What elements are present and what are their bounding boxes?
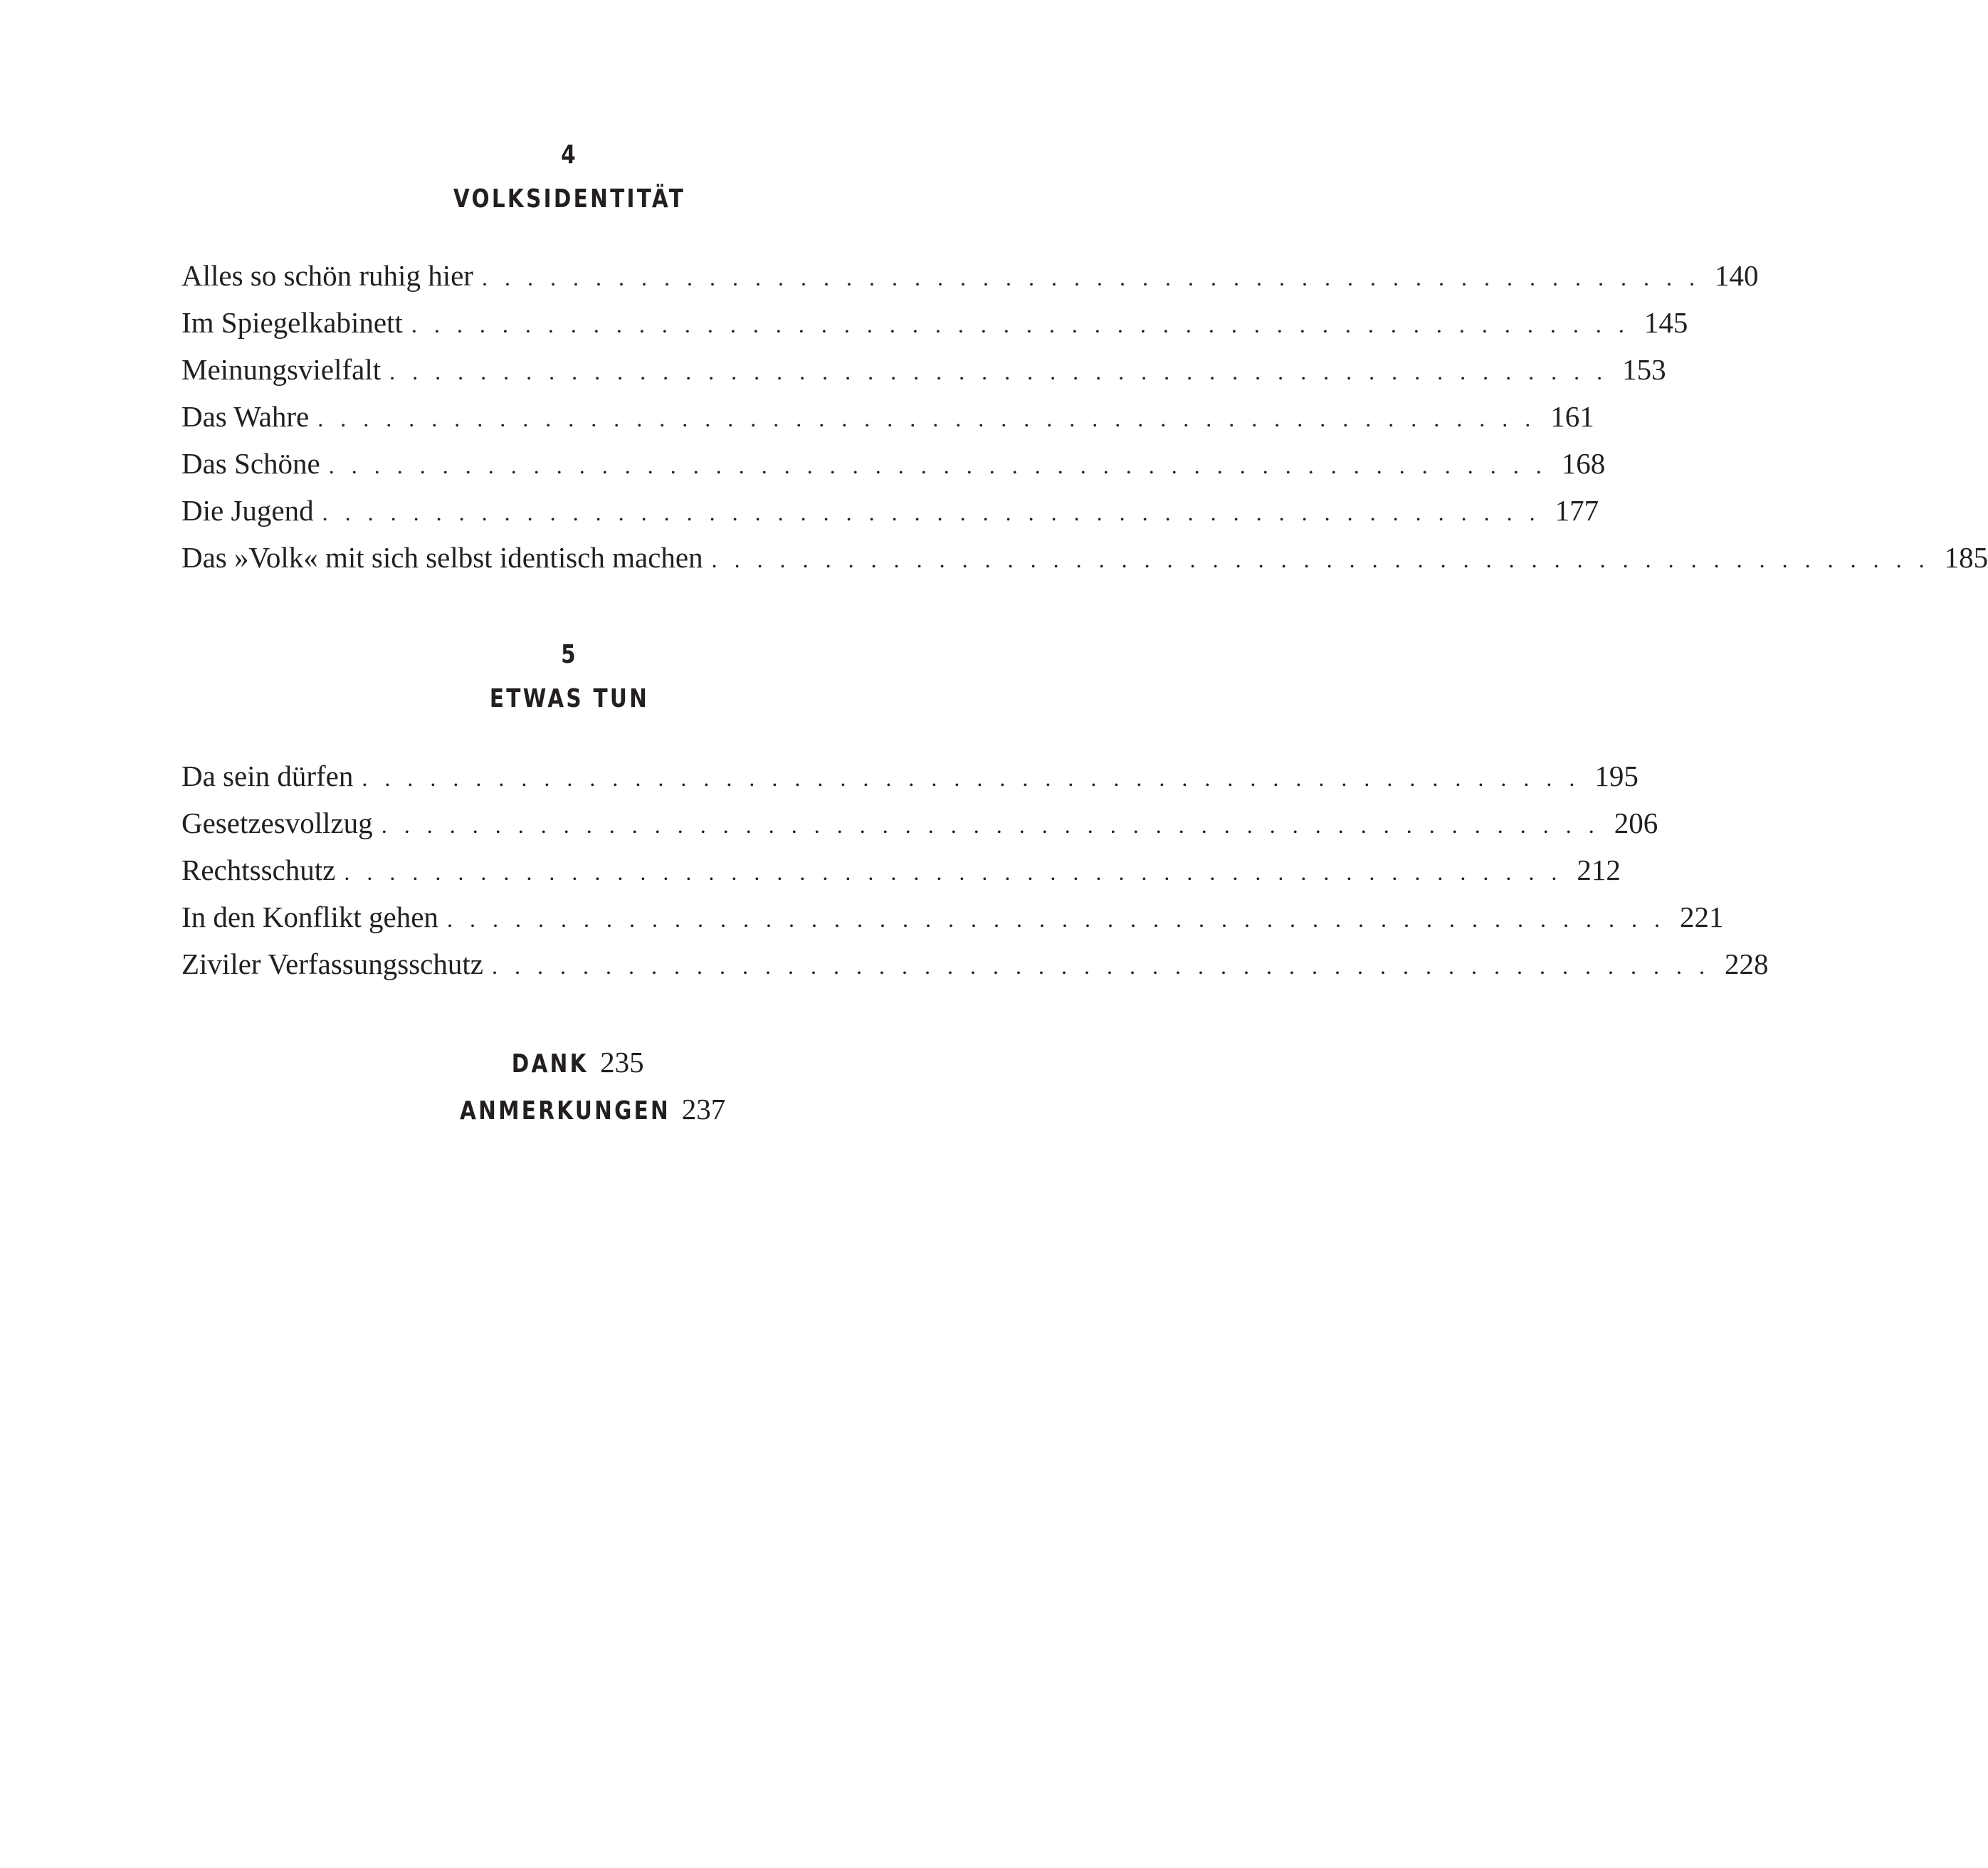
toc-entry-title: Ziviler Verfassungsschutz <box>182 948 483 980</box>
toc-entry[interactable] <box>182 760 1639 807</box>
toc-entry-page: 140 <box>1714 259 1759 292</box>
toc-entry-title: Meinungsvielfalt <box>182 353 382 386</box>
section-number: 4 <box>561 140 578 169</box>
dot-leader: . . . . . . . . . . . . . . . . . . . . . . . . . . . . . . . . . . . . . . . . . . . . . . . . . . . . . . <box>491 953 1710 979</box>
toc-entry[interactable] <box>182 807 1658 854</box>
dot-leader: . . . . . . . . . . . . . . . . . . . . . . . . . . . . . . . . . . . . . . . . . . . . . . . . . . . . . . <box>328 453 1547 478</box>
toc-entry-title: In den Konflikt gehen <box>182 901 438 933</box>
toc-entry-page: 177 <box>1555 494 1599 527</box>
toc-entry-page: 168 <box>1561 447 1606 480</box>
back-matter-page: 237 <box>681 1093 726 1125</box>
toc-entry[interactable] <box>182 494 1599 542</box>
toc-entry[interactable] <box>182 400 1594 448</box>
toc-entry-title: Das Schöne <box>182 447 320 480</box>
back-matter-entry[interactable] <box>0 1045 1139 1092</box>
dot-leader: . . . . . . . . . . . . . . . . . . . . . . . . . . . . . . . . . . . . . . . . . . . . . . . . . . . . . . <box>362 765 1581 791</box>
toc-entry[interactable] <box>182 541 1988 589</box>
toc-entry-page: 212 <box>1577 854 1621 886</box>
toc-entry-title: Die Jugend <box>182 494 314 527</box>
toc-entry[interactable] <box>182 901 1724 948</box>
dot-leader: . . . . . . . . . . . . . . . . . . . . . . . . . . . . . . . . . . . . . . . . . . . . . . . . . . . . . . <box>411 312 1630 337</box>
toc-entry[interactable] <box>182 948 1769 995</box>
toc-entry-title: Da sein dürfen <box>182 760 354 792</box>
toc-entry[interactable] <box>182 854 1621 901</box>
toc-entry-title: Rechtsschutz <box>182 854 336 886</box>
back-matter <box>0 1045 1139 1139</box>
back-matter-label: ANMERKUNGEN <box>459 1096 670 1125</box>
toc-entry-page: 206 <box>1614 807 1658 839</box>
section-title: VOLKSIDENTITÄT <box>453 184 686 214</box>
toc-entry-page: 153 <box>1622 353 1666 386</box>
dot-leader: . . . . . . . . . . . . . . . . . . . . . . . . . . . . . . . . . . . . . . . . . . . . . . . . . . . . . . <box>389 359 1609 384</box>
toc-entry[interactable] <box>182 306 1688 354</box>
back-matter-entry[interactable] <box>0 1092 1139 1139</box>
dot-leader: . . . . . . . . . . . . . . . . . . . . . . . . . . . . . . . . . . . . . . . . . . . . . . . . . . . . . . <box>322 500 1541 525</box>
dot-leader: . . . . . . . . . . . . . . . . . . . . . . . . . . . . . . . . . . . . . . . . . . . . . . . . . . . . . . <box>481 265 1700 290</box>
toc-entry-page: 195 <box>1594 760 1639 792</box>
toc-entry-page: 228 <box>1724 948 1769 980</box>
toc-entry-page: 185 <box>1944 541 1988 574</box>
section-5-heading <box>0 641 1139 715</box>
back-matter-page: 235 <box>600 1046 644 1079</box>
toc-entry[interactable] <box>182 353 1666 401</box>
dot-leader: . . . . . . . . . . . . . . . . . . . . . . . . . . . . . . . . . . . . . . . . . . . . . . . . . . . . . . <box>344 859 1563 885</box>
dot-leader: . . . . . . . . . . . . . . . . . . . . . . . . . . . . . . . . . . . . . . . . . . . . . . . . . . . . . . <box>381 812 1600 838</box>
section-number: 5 <box>561 640 578 669</box>
section-4-entries <box>182 259 1988 589</box>
dot-leader: . . . . . . . . . . . . . . . . . . . . . . . . . . . . . . . . . . . . . . . . . . . . . . . . . . . . . . <box>317 406 1537 431</box>
toc-entry-title: Im Spiegelkabinett <box>182 306 403 339</box>
section-4-heading <box>0 141 1139 215</box>
back-matter-label: DANK <box>512 1049 589 1079</box>
toc-entry-title: Gesetzesvollzug <box>182 807 373 839</box>
toc-entry-title: Das Wahre <box>182 400 310 433</box>
toc-entry-page: 161 <box>1550 400 1594 433</box>
toc-entry-page: 145 <box>1643 306 1688 339</box>
section-title: ETWAS TUN <box>489 684 650 713</box>
dot-leader: . . . . . . . . . . . . . . . . . . . . . . . . . . . . . . . . . . . . . . . . . . . . . . . . . . . . . . <box>446 906 1666 932</box>
dot-leader: . . . . . . . . . . . . . . . . . . . . . . . . . . . . . . . . . . . . . . . . . . . . . . . . . . . . . . <box>711 547 1930 572</box>
toc-entry-page: 221 <box>1679 901 1724 933</box>
toc-entry-title: Alles so schön ruhig hier <box>182 259 473 292</box>
toc-entry[interactable] <box>182 259 1759 307</box>
section-5-entries <box>182 760 1769 995</box>
toc-entry-title: Das »Volk« mit sich selbst identisch machen <box>182 541 703 574</box>
toc-entry[interactable] <box>182 447 1606 495</box>
